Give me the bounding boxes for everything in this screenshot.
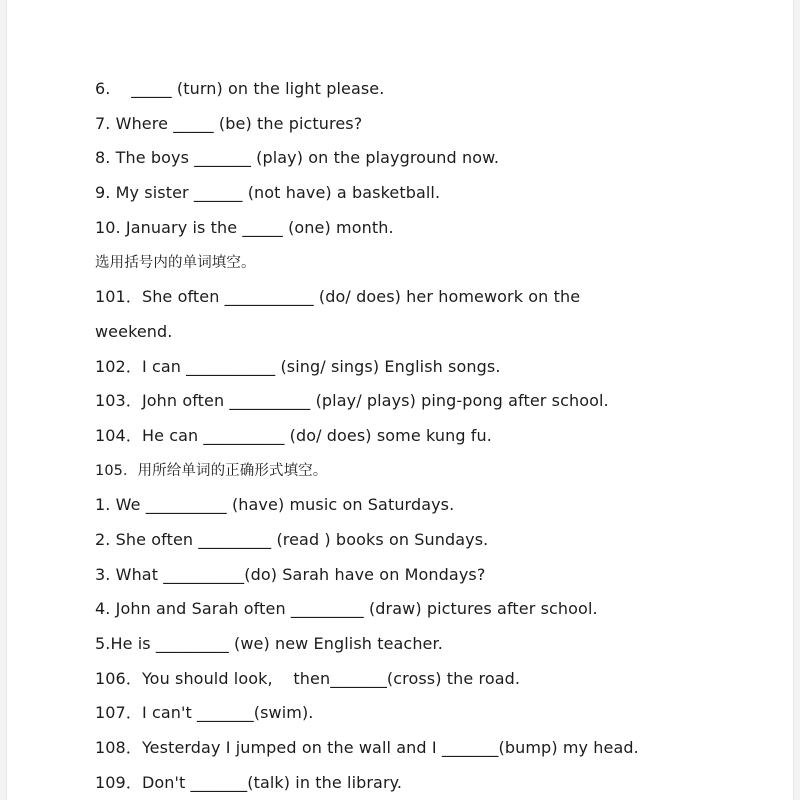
exercise-line: 1. We __________ (have) music on Saturdays.	[95, 495, 455, 514]
exercise-line: 106．You should look, then_______(cross) the road.	[95, 669, 521, 688]
exercise-line: 8. The boys _______ (play) on the playground now.	[95, 148, 500, 167]
exercise-line: 101．She often ___________ (do/ does) her homework on the	[95, 287, 581, 306]
exercise-line: 103．John often __________ (play/ plays) ping-pong after school.	[95, 391, 609, 410]
exercise-line: 4. John and Sarah often _________ (draw) pictures after school.	[95, 599, 598, 618]
exercise-line: 2. She often _________ (read ) books on Sundays.	[95, 530, 489, 549]
exercise-line: 9. My sister ______ (not have) a basketball.	[95, 183, 441, 202]
exercise-line: 104．He can __________ (do/ does) some kung fu.	[95, 426, 492, 445]
exercise-line: 10. January is the _____ (one) month.	[95, 218, 394, 237]
page-border-left	[0, 0, 7, 800]
exercise-line: 3. What __________(do) Sarah have on Mondays?	[95, 565, 486, 584]
exercise-line: 6. _____ (turn) on the light please.	[95, 79, 385, 98]
section-instruction: 选用括号内的单词填空。	[95, 255, 256, 271]
exercise-line: 109．Don't _______(talk) in the library.	[95, 773, 403, 792]
exercise-line-continuation: weekend.	[95, 322, 173, 341]
page-border-right	[793, 0, 800, 800]
exercise-line: 107．I can't _______(swim).	[95, 703, 314, 722]
exercise-line: 7. Where _____ (be) the pictures?	[95, 114, 363, 133]
exercise-line: 108．Yesterday I jumped on the wall and I _______(bump) my head.	[95, 738, 639, 757]
exercise-line: 102．I can ___________ (sing/ sings) English songs.	[95, 357, 501, 376]
section-instruction: 105．用所给单词的正确形式填空。	[95, 463, 328, 479]
exercise-line: 5.He is _________ (we) new English teacher.	[95, 634, 443, 653]
